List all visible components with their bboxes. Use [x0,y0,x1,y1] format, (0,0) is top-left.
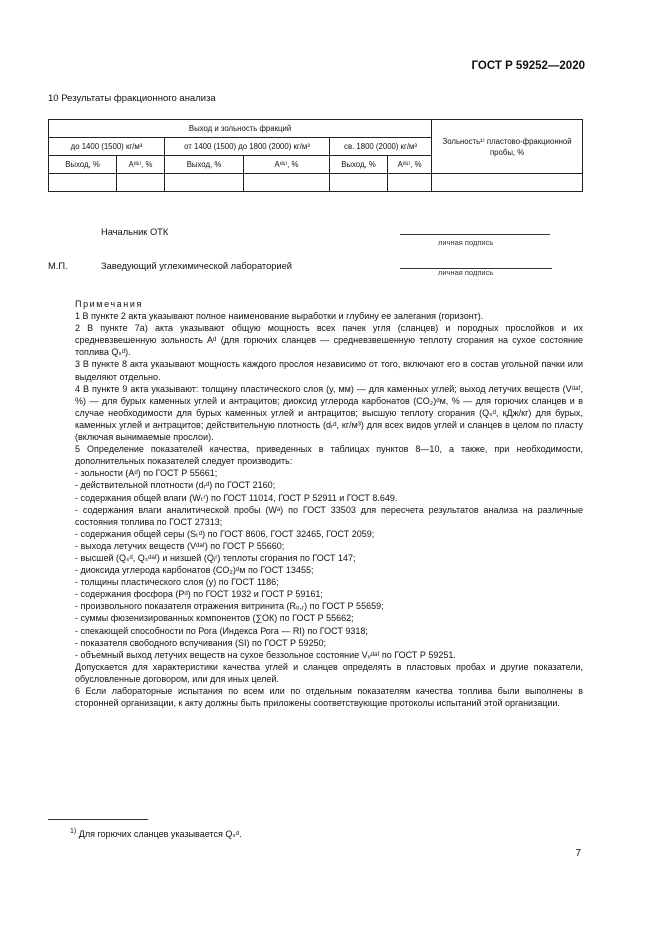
document-code: ГОСТ Р 59252—2020 [471,60,585,72]
list-item: - толщины пластического слоя (y) по ГОСТ 1186; [75,577,279,588]
note-6: 6 Если лабораторные испытания по всем или по отдельным показателям качества топлива были выполнены в сторонней организации, к акту должны быть приложены соответствующие протоколы испытаний этой организации. [75,686,583,709]
list-item: - объемный выход летучих веществ на сухое беззольное состояние Vᵥᵈᵃᶠ по ГОСТ Р 59251. [75,649,456,660]
footnote-text: Для горючих сланцев указывается Qₛᵈ. [78,829,242,839]
list-item: - суммы фюзенизированных компонентов (∑ОК) по ГОСТ Р 55662; [75,613,354,624]
table-sub-yield: Выход, % [330,156,388,174]
footnote [70,828,242,840]
signature-caption: личная подпись [438,268,494,277]
table-group-header: Выход и зольность фракций [49,120,432,138]
note-2: 2 В пункте 7а) акта указывают общую мощность всех пачек угля (сланцев) и породных прослойков и их средневзвешенную зольность Aᵈ (для горючих сланцев — средневзвешенную теплоту сгорания на сухое состояние топлива Qₛᵈ). [75,323,583,358]
lab-head-label: Заведующий углехимической лабораторией [101,261,292,271]
table-sub-yield: Выход, % [165,156,244,174]
list-item: - высшей (Qₛᵈ, Qₛᵈᵃᶠ) и низшей (Qᵢʳ) теплоты сгорания по ГОСТ 147; [75,552,356,563]
table-sub-yield: Выход, % [49,156,117,174]
table-cell [432,174,583,192]
footnote-marker: 1) [70,828,77,835]
table-cell [244,174,330,192]
list-item: - выхода летучих веществ (Vᵈᵃᶠ) по ГОСТ Р 55660; [75,540,285,551]
fraction-table [48,119,583,192]
list-item: - спекающей способности по Рога (Индекса Рога — RI) по ГОСТ 9318; [75,625,368,636]
footnote-divider [48,819,148,820]
stamp-mark: М.П. [48,261,68,271]
note-1: 1 В пункте 2 акта указывают полное наименование выработки и глубину ее залегания (горизонт). [75,311,484,322]
notes-block [75,298,583,709]
note-5: 5 Определение показателей качества, приведенных в таблицах пунктов 8—10, а также, при необходимости, дополнительных показателей следует производить: [75,444,583,467]
page-number: 7 [575,848,581,859]
table-col-ash-sample: Зольность¹⁾ пластово-фракционной пробы, % [432,120,583,174]
table-cell [49,174,117,192]
notes-heading: Примечания [75,299,143,309]
list-item: - содержания фосфора (Pᵈ) по ГОСТ 1932 и ГОСТ Р 59161; [75,589,323,600]
section-title: 10 Результаты фракционного анализа [48,93,216,104]
list-item: - зольности (Aᵈ) по ГОСТ Р 55661; [75,468,218,479]
note-3: 3 В пункте 8 акта указывают мощность каждого прослоя независимо от того, включают его в состав угольной пачки или выделяют отдельно. [75,359,583,382]
list-item: - содержания влаги аналитической пробы (Wᵃ) по ГОСТ 33503 для пересчета результатов анализа на различные состояния топлива по ГОСТ 27313; [75,504,583,527]
table-sub-ash: Aᵈ¹⁾, % [117,156,165,174]
note-allow: Допускается для характеристики качества углей и сланцев определять в пластовых пробах и другие показатели, обусловленные договором, или для иных целей. [75,661,583,684]
table-range-3: св. 1800 (2000) кг/м³ [330,138,432,156]
table-cell [330,174,388,192]
list-item: - содержания общей серы (Sₜᵈ) по ГОСТ 8606, ГОСТ 32465, ГОСТ 2059; [75,528,375,539]
table-range-1: до 1400 (1500) кг/м³ [49,138,165,156]
table-range-2: от 1400 (1500) до 1800 (2000) кг/м³ [165,138,330,156]
table-cell [117,174,165,192]
note-4: 4 В пункте 9 акта указывают: толщину пластического слоя (y, мм) — для каменных углей; выход летучих веществ (Vᵈᵃᶠ, %) — для бурых каменных углей и антрацитов; диоксид углерода карбонатов (CO₂)ᵈм, % — для горючих сланцев и в случае необходимости для бурых каменных углей и антрацитов; высшую теплоту сгорания (Qₛᵈ, кДж/кг) для бурых, каменных углей и антрацитов; действительную плотность (dᵣᵈ, кг/м³) для всех видов углей и сланцев в целом по пласту (включая вынимаемые прослои). [75,383,583,443]
table-sub-ash: Aᵈ¹⁾, % [244,156,330,174]
table-cell [388,174,432,192]
table-sub-ash: Aᵈ¹⁾, % [388,156,432,174]
list-item: - показателя свободного вспучивания (SI) по ГОСТ Р 59250; [75,637,326,648]
signature-caption: личная подпись [438,238,494,247]
list-item: - диоксида углерода карбонатов (CO₂)ᵈм по ГОСТ 13455; [75,565,314,576]
list-item: - содержания общей влаги (Wₜʳ) по ГОСТ 11014, ГОСТ Р 52911 и ГОСТ 8.649. [75,492,398,503]
list-item: - действительной плотности (dᵣᵈ) по ГОСТ 2160; [75,480,276,491]
head-otk-label: Начальник ОТК [101,227,169,237]
list-item: - произвольного показателя отражения витринита (Rₒ,ᵣ) по ГОСТ Р 55659; [75,601,384,612]
table-cell [165,174,244,192]
signature-line [400,234,550,235]
